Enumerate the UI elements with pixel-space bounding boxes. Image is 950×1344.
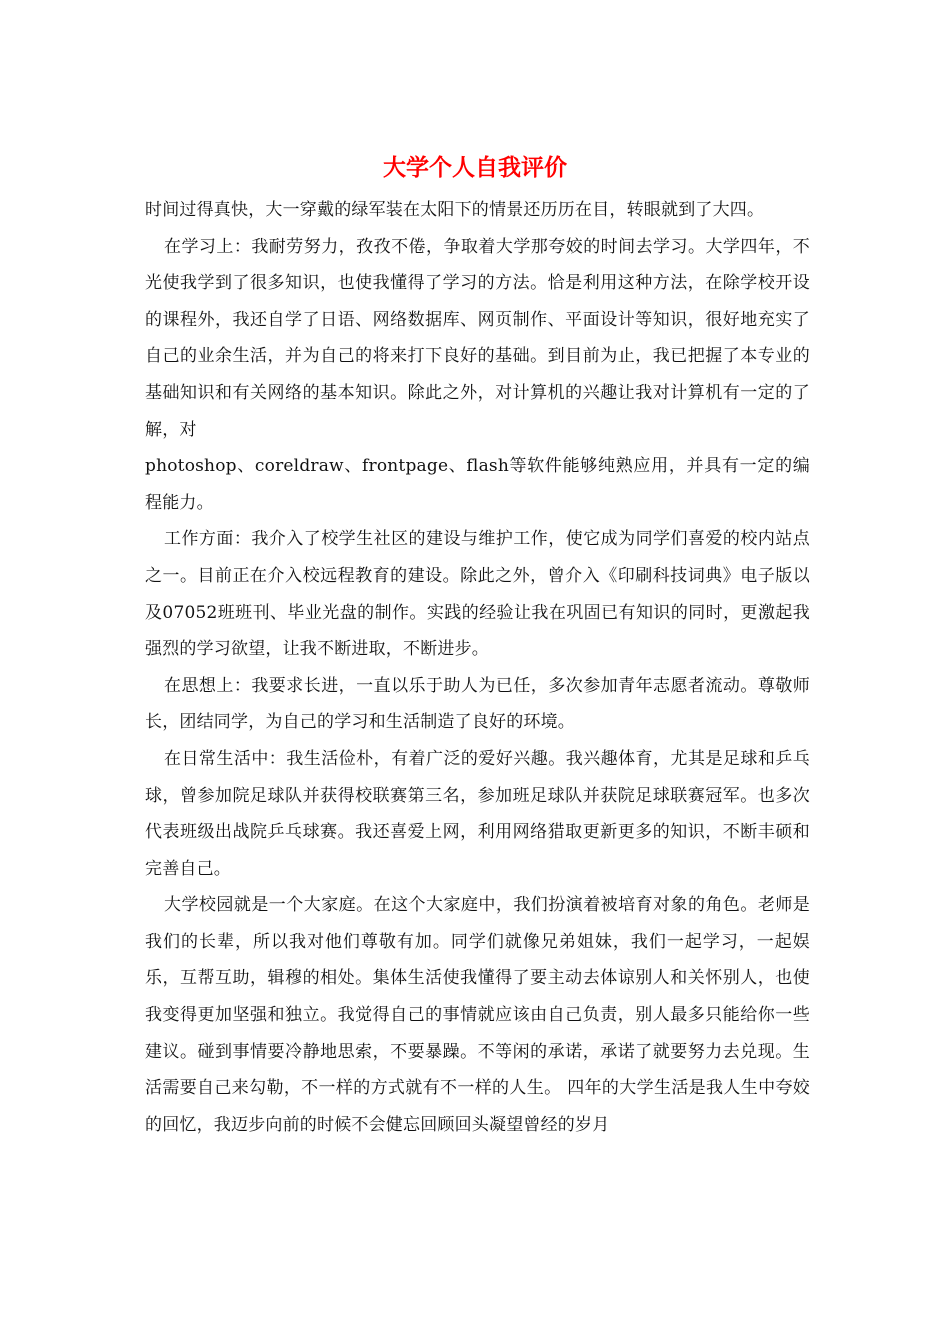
paragraph-software-skills: photoshop、coreldraw、frontpage、flash等软件能够纯熟应用，并具有一定的编程能力。 (145, 456, 810, 513)
paragraph-daily-life: 在日常生活中：我生活俭朴，有着广泛的爱好兴趣。我兴趣体育，尤其是足球和乒乓球，曾参加院足球队并获得校联赛第三名，参加班足球队并获院足球联赛冠军。也多次代表班级出战院乒乓球赛。我还喜爱上网，利用网络猎取更新更多的知识，不断丰硕和完善自己。 (145, 748, 810, 879)
paragraph-work: 工作方面：我介入了校学生社区的建设与维护工作，使它成为同学们喜爱的校内站点之一。目前正在介入校远程教育的建设。除此之外，曾介入《印刷科技词典》电子版以及07052班班刊、毕业光盘的制作。实践的经验让我在巩固已有知识的同时，更激起我强烈的学习欲望，让我不断进取，不断进步。 (145, 529, 810, 660)
document-title: 大学个人自我评价 (383, 154, 567, 181)
document-body (145, 192, 810, 1143)
paragraph-intro: 时间过得真快，大一穿戴的绿军装在太阳下的情景还历历在目，转眼就到了大四。 (145, 200, 765, 220)
paragraph-campus-family: 大学校园就是一个大家庭。在这个大家庭中，我们扮演着被培育对象的角色。老师是我们的长辈，所以我对他们尊敬有加。同学们就像兄弟姐妹，我们一起学习，一起娱乐，互帮互助，辑穆的相处。集体生活使我懂得了要主动去体谅别人和关怀别人，也使我变得更加坚强和独立。我觉得自己的事情就应该由自己负责，别人最多只能给你一些建议。碰到事情要冷静地思索，不要暴躁。不等闲的承诺，承诺了就要努力去兑现。生活需要自己来勾勒，不一样的方式就有不一样的人生。 四年的大学生活是我人生中夸姣的回忆，我迈步向前的时候不会健忘回顾回头凝望曾经的岁月 (145, 895, 810, 1135)
paragraph-study: 在学习上：我耐劳努力，孜孜不倦，争取着大学那夸姣的时间去学习。大学四年，不光使我学到了很多知识，也使我懂得了学习的方法。恰是利用这种方法，在除学校开设的课程外，我还自学了日语、网络数据库、网页制作、平面设计等知识，很好地充实了自己的业余生活，并为自己的将来打下良好的基础。到目前为止，我已把握了本专业的基础知识和有关网络的基本知识。除此之外，对计算机的兴趣让我对计算机有一定的了解，对 (145, 236, 810, 440)
paragraph-thought: 在思想上：我要求长进，一直以乐于助人为已任，多次参加青年志愿者流动。尊敬师长，团结同学，为自己的学习和生活制造了良好的环境。 (145, 675, 810, 733)
